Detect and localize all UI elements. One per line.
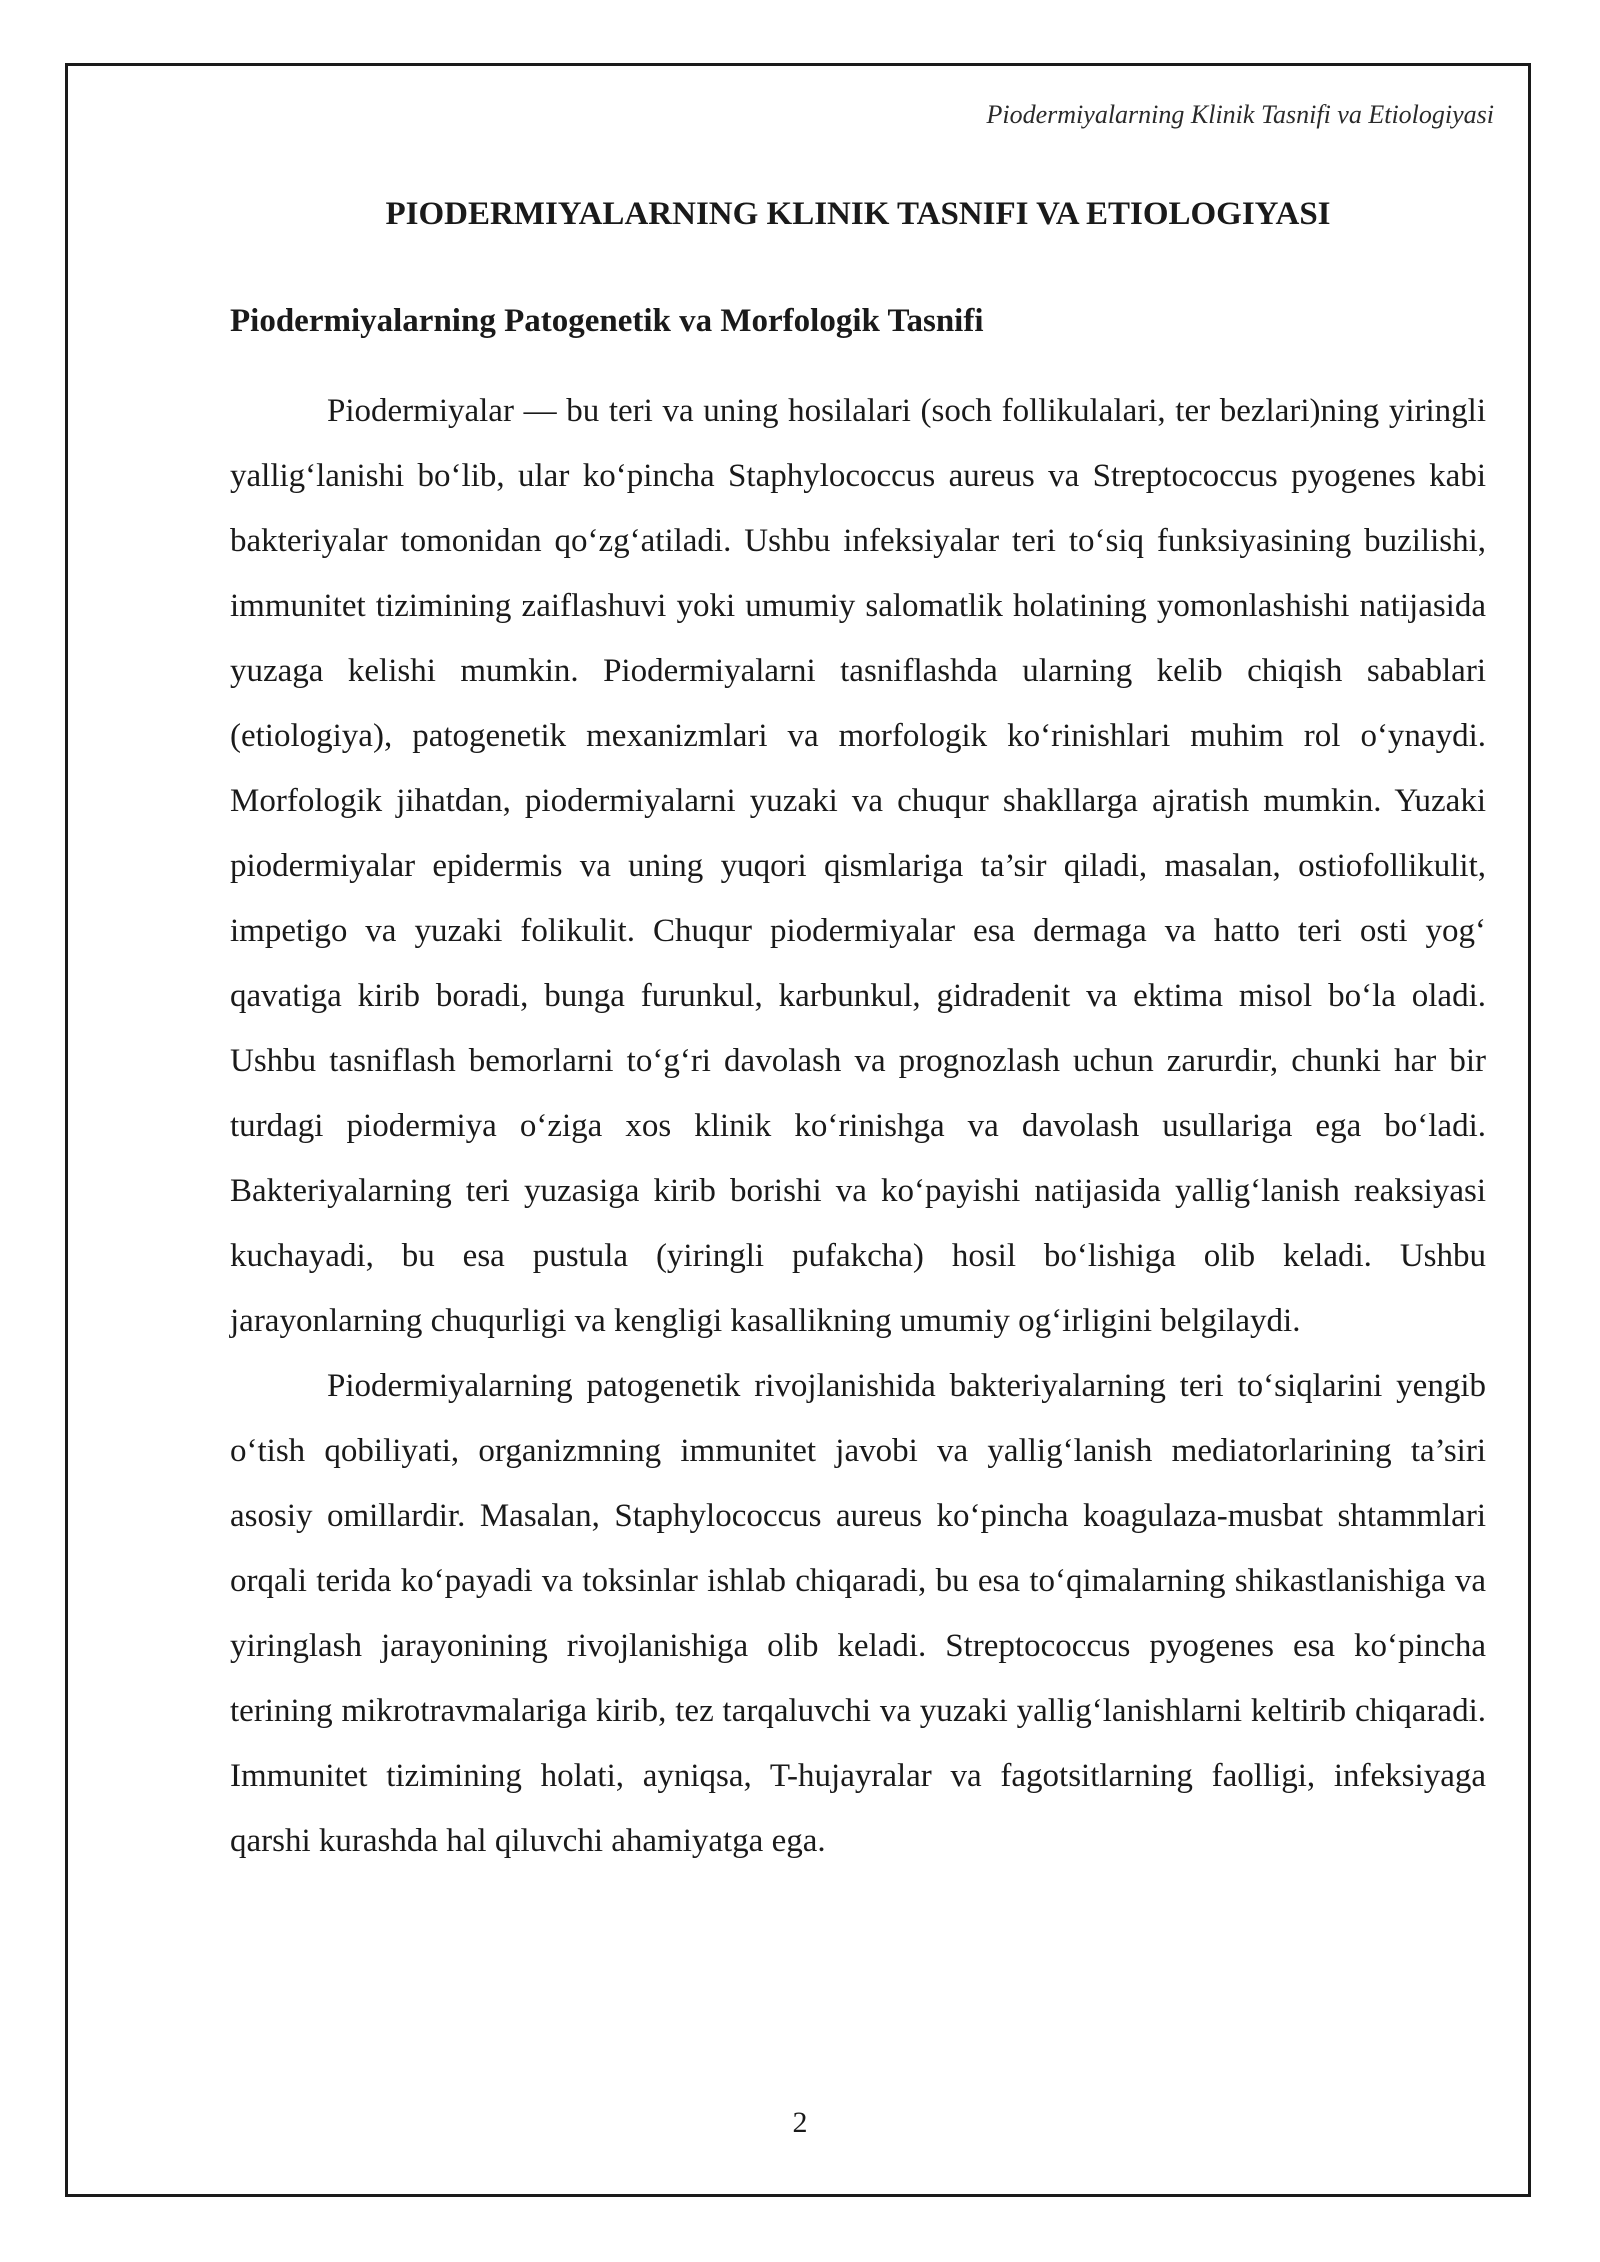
document-title: PIODERMIYALARNING KLINIK TASNIFI VA ETIOLOGIYASI (385, 196, 1331, 232)
paragraph-2: Piodermiyalarning patogenetik rivojlanishida bakteriyalarning teri to‘siqlarini yengib o‘tish qobiliyati, organizmning immunitet javobi va yallig‘lanish mediatorlarining ta’siri asosiy omillardir. Masalan, Staphylococcus aureus ko‘pincha koagulaza-musbat shtammlari orqali terida ko‘payadi va toksinlar ishlab chiqaradi, bu esa to‘qimalarning shikastlanishiga va yiringlash jarayonining rivojlanishiga olib keladi. Streptococcus pyogenes esa ko‘pincha terining mikrotravmalariga kirib, tez tarqaluvchi va yuzaki yallig‘lanishlarni keltirib chiqaradi. Immunitet tizimining holati, ayniqsa, T-hujayralar va fagotsitlarning faolligi, infeksiyaga qarshi kurashda hal qiluvchi ahamiyatga ega. (230, 1368, 1486, 1859)
page-number: 2 (792, 2106, 808, 2139)
body-text (230, 379, 1486, 1874)
running-header: Piodermiyalarning Klinik Tasnifi va Etiologiyasi (986, 100, 1494, 129)
paragraph-1: Piodermiyalar — bu teri va uning hosilalari (soch follikulalari, ter bezlari)ning yiringli yallig‘lanishi bo‘lib, ular ko‘pincha Staphylococcus aureus va Streptococcus pyogenes kabi bakteriyalar tomonidan qo‘zg‘atiladi. Ushbu infeksiyalar teri to‘siq funksiyasining buzilishi, immunitet tizimining zaiflashuvi yoki umumiy salomatlik holatining yomonlashishi natijasida yuzaga kelishi mumkin. Piodermiyalarni tasniflashda ularning kelib chiqish sabablari (etiologiya), patogenetik mexanizmlari va morfologik ko‘rinishlari muhim rol o‘ynaydi. Morfologik jihatdan, piodermiyalarni yuzaki va chuqur shakllarga ajratish mumkin. Yuzaki piodermiyalar epidermis va uning yuqori qismlariga ta’sir qiladi, masalan, ostiofollikulit, impetigo va yuzaki folikulit. Chuqur piodermiyalar esa dermaga va hatto teri osti yog‘ qavatiga kirib boradi, bunga furunkul, karbunkul, gidradenit va ektima misol bo‘la oladi. Ushbu tasniflash bemorlarni to‘g‘ri davolash va prognozlash uchun zarurdir, chunki har bir turdagi piodermiya o‘ziga xos klinik ko‘rinishga va davolash usullariga ega bo‘ladi. Bakteriyalarning teri yuzasiga kirib borishi va ko‘payishi natijasida yallig‘lanish reaksiyasi kuchayadi, bu esa pustula (yiringli pufakcha) hosil bo‘lishiga olib keladi. Ushbu jarayonlarning chuqurligi va kengligi kasallikning umumiy og‘irligini belgilaydi. (230, 393, 1486, 1339)
section-heading: Piodermiyalarning Patogenetik va Morfologik Tasnifi (230, 303, 984, 339)
